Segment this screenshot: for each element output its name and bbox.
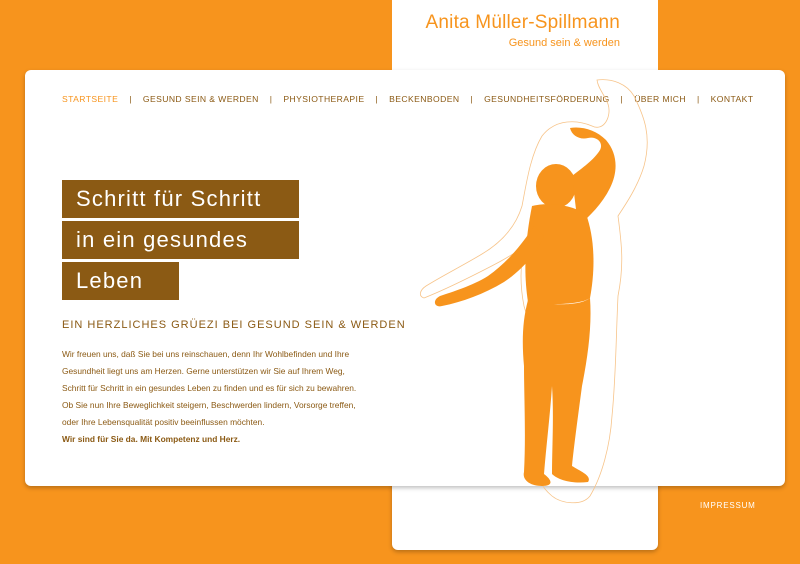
nav-separator: | bbox=[620, 94, 624, 104]
welcome-heading: EIN HERZLICHES GRÜEZI BEI GESUND SEIN & WERDEN bbox=[62, 319, 406, 331]
nav-separator: | bbox=[697, 94, 700, 104]
nav-item-ueber-mich[interactable]: ÜBER MICH bbox=[634, 94, 687, 104]
nav-separator: | bbox=[269, 94, 273, 104]
intro-text bbox=[62, 346, 402, 448]
dancer-torso bbox=[525, 204, 593, 304]
nav-item-gesundheitsfoerderung[interactable]: GESUNDHEITSFÖRDERUNG bbox=[484, 94, 610, 104]
dancer-head bbox=[536, 164, 576, 208]
nav-separator: | bbox=[129, 94, 132, 104]
nav-item-gesund-sein-werden[interactable]: GESUND SEIN & WERDEN bbox=[142, 94, 259, 104]
impressum-link[interactable]: IMPRESSUM bbox=[700, 501, 756, 510]
headline-line-1: Schritt für Schritt bbox=[62, 180, 299, 218]
intro-line: Ob Sie nun Ihre Beweglichkeit steigern, Beschwerden lindern, Vorsorge treffen, bbox=[62, 400, 356, 410]
intro-line: Wir freuen uns, daß Sie bei uns reinschauen, denn Ihr Wohlbefinden und Ihre bbox=[62, 349, 350, 359]
intro-line: Gesundheit liegt uns am Herzen. Gerne unterstützen wir Sie auf Ihrem Weg, bbox=[62, 366, 345, 376]
nav-separator: | bbox=[470, 94, 474, 104]
headline-line-3: Leben bbox=[62, 262, 179, 300]
intro-line: oder Ihre Lebensqualität positiv beeinflussen möchten. bbox=[62, 417, 265, 427]
headline-line-2: in ein gesundes bbox=[62, 221, 299, 259]
site-logo-name[interactable]: Anita Müller-Spillmann bbox=[425, 12, 620, 33]
nav-item-kontakt[interactable]: KONTAKT bbox=[710, 94, 754, 104]
nav-item-physiotherapie[interactable]: PHYSIOTHERAPIE bbox=[283, 94, 365, 104]
dancer-legs bbox=[523, 298, 591, 486]
intro-closing: Wir sind für Sie da. Mit Kompetenz und Herz. bbox=[62, 434, 241, 444]
site-tagline: Gesund sein & werden bbox=[508, 37, 620, 49]
nav-item-startseite[interactable]: STARTSEITE bbox=[62, 94, 119, 104]
nav-item-beckenboden[interactable]: BECKENBODEN bbox=[389, 94, 460, 104]
intro-line: Schritt für Schritt in ein gesundes Leben zu finden und es für sich zu bewahren. bbox=[62, 383, 357, 393]
header-tab bbox=[392, 0, 658, 80]
dancer-illustration bbox=[412, 76, 662, 526]
nav-separator: | bbox=[375, 94, 379, 104]
